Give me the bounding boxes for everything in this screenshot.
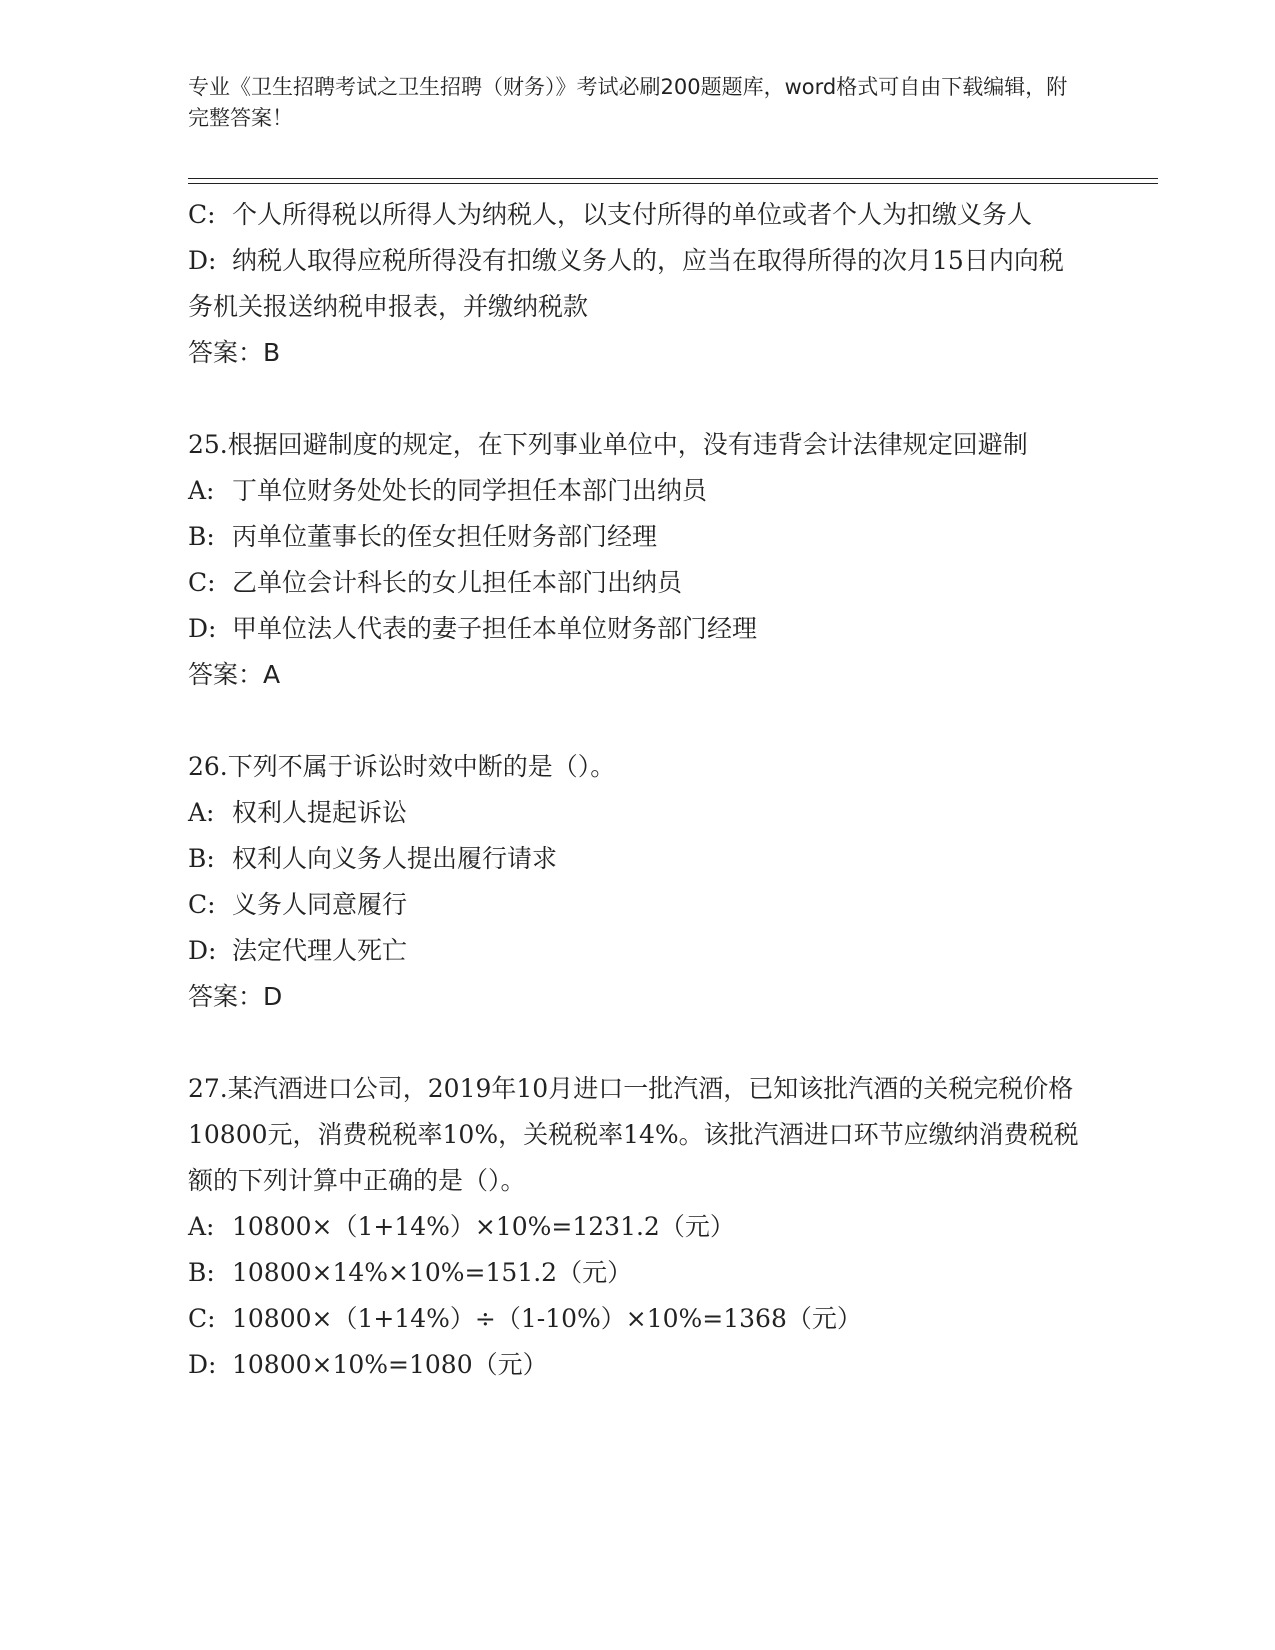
option-d [188,606,1088,652]
question-25 [188,422,1088,698]
option-letter: D: [188,246,217,275]
option-letter: D: [188,1350,217,1379]
header-divider [188,178,1158,179]
option-letter: C: [188,200,216,229]
option-text: 丙单位董事长的侄女担任财务部门经理 [232,522,658,551]
option-letter: B: [188,522,215,551]
option-text: 10800×（1+14%）×10%=1231.2（元） [232,1212,735,1241]
page-header: 专业《卫生招聘考试之卫生招聘（财务）》考试必刷200题题库，word格式可自由下载编辑，附完整答案！ [188,75,1068,130]
option-text: 法定代理人死亡 [232,936,408,965]
option-letter: A: [188,798,215,827]
question-27 [188,1066,1088,1388]
document-body [188,192,1088,1434]
option-a [188,468,1088,514]
option-letter: C: [188,890,216,919]
option-c [188,192,1088,238]
option-text: 义务人同意履行 [232,890,408,919]
option-d [188,238,1088,330]
option-text: 乙单位会计科长的女儿担任本部门出纳员 [232,568,683,597]
option-text: 权利人向义务人提出履行请求 [232,844,558,873]
option-letter: C: [188,1304,216,1333]
option-text: 个人所得税以所得人为纳税人，以支付所得的单位或者个人为扣缴义务人 [232,200,1033,229]
option-b [188,836,1088,882]
question-24-continuation [188,192,1088,376]
option-text: 10800×14%×10%=151.2（元） [232,1258,633,1287]
option-a [188,790,1088,836]
option-text: 丁单位财务处处长的同学担任本部门出纳员 [232,476,708,505]
option-c [188,1296,1088,1342]
option-letter: A: [188,476,215,505]
option-b [188,1250,1088,1296]
option-text: 权利人提起诉讼 [232,798,408,827]
option-letter: B: [188,844,215,873]
option-text: 纳税人取得应税所得没有扣缴义务人的，应当在取得所得的次月15日内向税务机关报送纳税申报表，并缴纳税款 [188,246,1064,321]
option-d [188,1342,1088,1388]
option-c [188,882,1088,928]
option-text: 10800×（1+14%）÷（1-10%）×10%=1368（元） [232,1304,862,1333]
option-letter: D: [188,936,217,965]
question-stem: 25.根据回避制度的规定，在下列事业单位中，没有违背会计法律规定回避制 [188,430,1028,459]
answer-line: 答案：A [188,660,281,689]
answer-line: 答案：B [188,338,281,367]
answer-line: 答案：D [188,982,283,1011]
option-letter: B: [188,1258,215,1287]
option-a [188,1204,1088,1250]
question-stem: 27.某汽酒进口公司，2019年10月进口一批汽酒，已知该批汽酒的关税完税价格10800元，消费税税率10%，关税税率14%。该批汽酒进口环节应缴纳消费税税额的下列计算中正确的是（）。 [188,1074,1079,1195]
option-letter: D: [188,614,217,643]
option-b [188,514,1088,560]
option-text: 10800×10%=1080（元） [232,1350,548,1379]
question-stem: 26.下列不属于诉讼时效中断的是（）。 [188,752,616,781]
question-26 [188,744,1088,1020]
option-text: 甲单位法人代表的妻子担任本单位财务部门经理 [232,614,758,643]
header-divider-secondary [188,183,1158,184]
option-letter: C: [188,568,216,597]
option-d [188,928,1088,974]
option-c [188,560,1088,606]
option-letter: A: [188,1212,215,1241]
